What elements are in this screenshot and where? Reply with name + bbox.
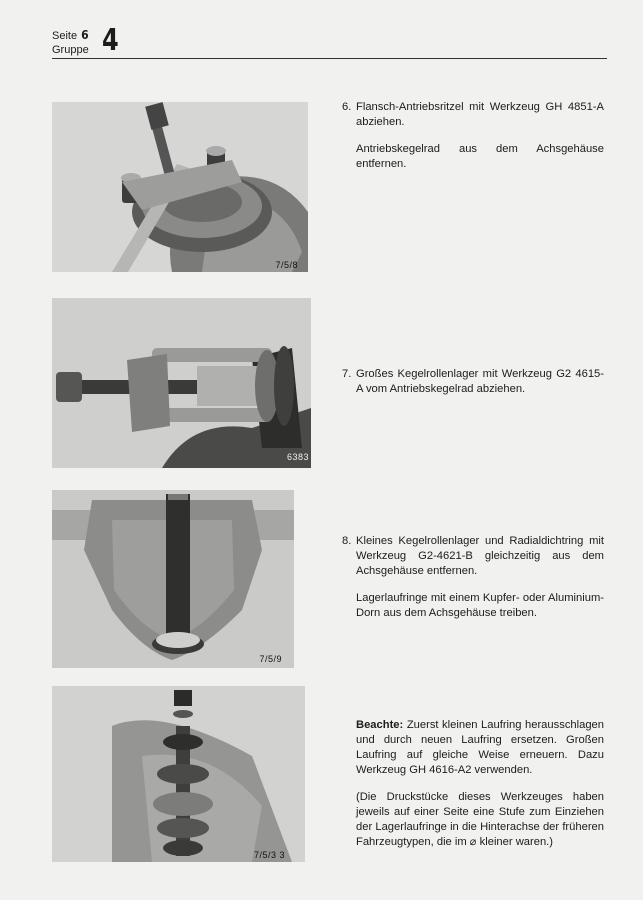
notice-label: Beachte: — [356, 719, 404, 731]
notice-paragraph — [342, 718, 604, 778]
flange-puller-photo — [52, 102, 308, 272]
step-7 — [342, 367, 604, 397]
group-number: 4 — [102, 23, 119, 58]
figure-code: 7/5/8 — [275, 260, 298, 270]
step-text: Flansch-Antriebsritzel mit Werkzeug GH 4851-A abziehen. — [356, 101, 604, 128]
axle-housing-photo — [52, 490, 294, 668]
notice-block — [342, 718, 604, 862]
figure-race-tool — [52, 686, 305, 862]
page-label: Seite — [52, 30, 78, 42]
notice-parenthetical: (Die Druckstücke dieses Werkzeuges haben jeweils auf einer Seite eine Stufe zum Einziehen der Lagerlaufringe in die Hinterachse der früheren Fahrzeugtypen, die im ⌀ kleiner waren.) — [356, 791, 604, 848]
group-label: Gruppe — [52, 44, 89, 56]
step-note: Antriebskegelrad aus dem Achsgehäuse entfernen. — [356, 143, 604, 170]
step-note: Lagerlaufringe mit einem Kupfer- oder Aluminium-Dorn aus dem Achsgehäuse treiben. — [356, 592, 604, 619]
figure-flange-puller — [52, 102, 308, 272]
figure-bearing-puller — [52, 298, 311, 468]
notice-text: Zuerst kleinen Laufring herausschlagen und durch neuen Laufring ersetzen. Großen Laufring auf gleiche Weise erneuern. Dazu Werkzeug GH 4616-A2 verwenden. — [356, 719, 605, 776]
figure-code: 7/5/9 — [259, 654, 282, 664]
page-header — [52, 22, 607, 62]
step-6 — [342, 100, 604, 184]
header-rule — [52, 58, 607, 59]
race-tool-photo — [52, 686, 305, 862]
step-number: 6. — [342, 101, 352, 113]
page-meta — [52, 28, 89, 57]
step-text: Kleines Kegelrollenlager und Radialdichtring mit Werkzeug G2-4621-B gleichzeitig aus dem Achsgehäuse entfernen. — [356, 535, 604, 577]
bearing-puller-photo — [52, 298, 311, 468]
figure-code: 7/5/3 3 — [253, 850, 285, 860]
figure-code: 6383 — [286, 452, 309, 462]
step-number: 8. — [342, 535, 352, 547]
step-8 — [342, 534, 604, 633]
figure-axle-housing — [52, 490, 294, 668]
step-text: Großes Kegelrollenlager mit Werkzeug G2 4615-A vom Antriebskegelrad abziehen. — [356, 368, 604, 395]
page-number: 6 — [81, 28, 89, 42]
step-number: 7. — [342, 368, 352, 380]
